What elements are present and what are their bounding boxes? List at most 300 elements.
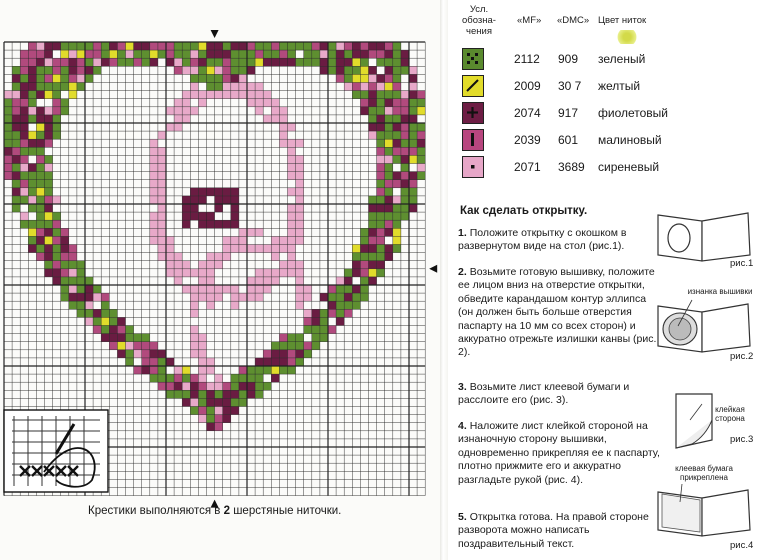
legend-mf-code: 2039 [514,133,541,147]
stitch-cell [20,139,28,147]
stitch-cell [377,58,385,66]
stitch-cell [247,390,255,398]
stitch-cell [53,123,61,131]
stitch-cell [320,66,328,74]
stitch-cell [190,382,198,390]
stitch-cell [4,147,12,155]
legend-row [462,102,722,124]
stitch-cell [255,358,263,366]
stitch-cell [401,66,409,74]
stitch-cell [312,58,320,66]
instructions-title: Как сделать открытку. [460,205,588,217]
stitch-cell [247,66,255,74]
stitch-cell [69,74,77,82]
stitch-cell [360,293,368,301]
stitch-cell [255,277,263,285]
stitch-cell [336,58,344,66]
stitch-cell [36,83,44,91]
legend-head-symbol [458,4,500,37]
stitch-cell [239,374,247,382]
stitch-cell [328,301,336,309]
stitch-cell [255,366,263,374]
stitch-cell [279,115,287,123]
stitch-cell [215,285,223,293]
stitch-cell [101,293,109,301]
stitch-cell [4,91,12,99]
stitch-cell [231,58,239,66]
stitch-cell [393,180,401,188]
stitch-cell [61,50,69,58]
stitch-cell [150,220,158,228]
stitch-cell [247,277,255,285]
stitch-cell [93,326,101,334]
stitch-cell [288,334,296,342]
stitch-cell [271,366,279,374]
stitch-cell [158,147,166,155]
stitch-cell [77,261,85,269]
stitch-cell [255,58,263,66]
stitch-cell [28,139,36,147]
stitch-cell [36,139,44,147]
legend-mf-code: 2071 [514,160,541,174]
stitch-cell [279,350,287,358]
stitch-cell [360,66,368,74]
stitch-cell [223,236,231,244]
stitch-cell [53,91,61,99]
stitch-cell [158,155,166,163]
stitch-cell [409,74,417,82]
stitch-cell [231,220,239,228]
stitch-cell [296,269,304,277]
stitch-cell [36,42,44,50]
stitch-cell [417,139,425,147]
stitch-cell [134,342,142,350]
stitch-cell [117,326,125,334]
stitch-cell [328,50,336,58]
stitch-cell [296,204,304,212]
stitch-cell [255,42,263,50]
stitch-cell [101,50,109,58]
stitch-cell [279,50,287,58]
stitch-cell [231,196,239,204]
legend-head-symbol-line: чения [466,26,492,37]
stitch-cell [117,58,125,66]
stitch-cell [142,334,150,342]
stitch-cell [12,139,20,147]
stitch-cell [239,236,247,244]
stitch-cell [360,228,368,236]
stitch-cell [271,253,279,261]
stitch-cell [117,317,125,325]
stitch-cell [239,91,247,99]
stitch-cell [190,334,198,342]
stitch-cell [158,196,166,204]
stitch-cell [215,42,223,50]
stitch-cell [320,58,328,66]
stitch-cell [247,42,255,50]
stitch-cell [77,83,85,91]
stitch-cell [182,220,190,228]
stitch-cell [247,228,255,236]
stitch-cell [207,407,215,415]
stitch-cell [101,317,109,325]
stitch-cell [401,180,409,188]
stitch-cell [369,42,377,50]
stitch-cell [288,366,296,374]
stitch-cell [126,326,134,334]
stitch-cell [182,58,190,66]
stitch-cell [158,358,166,366]
stitch-cell [231,382,239,390]
stitch-cell [320,42,328,50]
stitch-cell [4,131,12,139]
stitch-cell [304,350,312,358]
stitch-cell [215,50,223,58]
stitch-cell [53,66,61,74]
stitch-cell [126,334,134,342]
stitch-cell [150,228,158,236]
stitch-cell [385,131,393,139]
stitch-cell [247,99,255,107]
stitch-cell [207,269,215,277]
stitch-cell [377,228,385,236]
stitch-cell [142,366,150,374]
stitch-cell [28,42,36,50]
stitch-cell [239,293,247,301]
stitch-cell [377,236,385,244]
stitch-cell [190,407,198,415]
stitch-cell [93,293,101,301]
stitch-cell [36,155,44,163]
stitch-cell [312,342,320,350]
stitch-cell [36,220,44,228]
stitch-cell [85,58,93,66]
stitch-cell [304,293,312,301]
stitch-cell [247,285,255,293]
stitch-cell [12,91,20,99]
stitch-cell [150,147,158,155]
stitch-cell [352,253,360,261]
stitch-cell [393,123,401,131]
stitch-cell [393,131,401,139]
stitch-cell [77,50,85,58]
stitch-cell [336,42,344,50]
stitch-cell [166,261,174,269]
stitch-cell [344,74,352,82]
stitch-cell [385,164,393,172]
stitch-cell [247,245,255,253]
stitch-cell [393,212,401,220]
stitch-cell [215,83,223,91]
stitch-cell [377,269,385,277]
stitch-cell [223,285,231,293]
stitch-cell [231,236,239,244]
stitch-cell [134,350,142,358]
stitch-cell [198,188,206,196]
stitch-cell [36,115,44,123]
stitch-cell [385,188,393,196]
stitch-cell [126,350,134,358]
stitch-cell [61,228,69,236]
stitch-cell [207,74,215,82]
stitch-cell [288,261,296,269]
stitch-cell [158,245,166,253]
stitch-cell [385,147,393,155]
stitch-cell [279,334,287,342]
stitch-cell [174,277,182,285]
stitch-cell [174,269,182,277]
stitch-cell [271,269,279,277]
stitch-cell [377,42,385,50]
stitch-cell [377,83,385,91]
stitch-cell [385,83,393,91]
stitch-cell [393,245,401,253]
stitch-cell [360,277,368,285]
stitch-cell [126,58,134,66]
stitch-cell [409,123,417,131]
stitch-cell [401,123,409,131]
stitch-cell [288,164,296,172]
stitch-cell [45,164,53,172]
legend-head-symbol-line: обозна- [462,15,496,26]
stitch-cell [53,269,61,277]
stitch-cell [393,155,401,163]
stitch-cell [417,155,425,163]
legend-dmc-code: 3689 [558,160,585,174]
stitch-cell [182,91,190,99]
stitch-cell [231,374,239,382]
stitch-cell [93,58,101,66]
stitch-cell [255,50,263,58]
legend-mf-code: 2074 [514,106,541,120]
stitch-cell [53,74,61,82]
stitch-cell [401,50,409,58]
stitch-cell [385,155,393,163]
stitch-cell [158,180,166,188]
stitch-cell [20,196,28,204]
stitch-cell [393,42,401,50]
stitch-cell [28,99,36,107]
stitch-cell [77,74,85,82]
stitch-cell [385,204,393,212]
stitch-cell [28,50,36,58]
stitch-cell [263,285,271,293]
stitch-cell [255,107,263,115]
stitch-cell [352,269,360,277]
stitch-cell [336,309,344,317]
stitch-cell [385,42,393,50]
stitch-cell [207,293,215,301]
stitch-cell [158,131,166,139]
stitch-cell [223,83,231,91]
stitch-cell [393,58,401,66]
stitch-cell [101,326,109,334]
stitch-cell [53,42,61,50]
legend-swatch [462,156,484,178]
stitch-cell [401,204,409,212]
stitch-cell [288,245,296,253]
stitch-cell [296,301,304,309]
stitch-cell [150,139,158,147]
step-text: Наложите лист клейкой стороной на изнаночную сторону вышивки, одновременно прикрепляя ее к паспарту, плотно прижмите его и аккуратно разгладьте рукой (рис. 4). [458,420,660,486]
stitch-cell [174,261,182,269]
stitch-cell [174,107,182,115]
stitch-cell [61,277,69,285]
stitch-cell [36,245,44,253]
stitch-cell [45,245,53,253]
stitch-cell [385,253,393,261]
stitch-cell [198,50,206,58]
stitch-cell [28,131,36,139]
legend-swatch [462,102,484,124]
stitch-cell [93,50,101,58]
stitch-cell [61,293,69,301]
stitch-cell [198,350,206,358]
stitch-cell [401,58,409,66]
stitch-cell [231,83,239,91]
stitch-cell [182,99,190,107]
stitch-cell [207,390,215,398]
stitch-cell [296,180,304,188]
legend-row [462,48,722,70]
stitch-cell [166,58,174,66]
stitch-cell [377,50,385,58]
legend-mf-code: 2112 [514,52,540,66]
stitch-cell [320,50,328,58]
stitch-cell [352,42,360,50]
stitch-cell [61,269,69,277]
stitch-cell [409,196,417,204]
stitch-cell [344,309,352,317]
stitch-cell [279,42,287,50]
stitch-cell [369,83,377,91]
stitch-cell [352,74,360,82]
stitch-cell [53,261,61,269]
stitch-cell [336,301,344,309]
stitch-cell [377,147,385,155]
stitch-cell [393,220,401,228]
instruction-step [458,227,660,254]
stitch-cell [296,261,304,269]
stitch-cell [344,58,352,66]
stitch-cell [385,58,393,66]
stitch-cell [336,317,344,325]
stitch-cell [182,66,190,74]
stitch-cell [4,139,12,147]
center-arrow-top-icon [211,30,219,38]
stitch-cell [393,83,401,91]
stitch-cell [304,326,312,334]
stitch-cell [352,293,360,301]
stitch-cell [328,293,336,301]
stitch-cell [36,212,44,220]
stitch-cell [182,366,190,374]
stitch-cell [223,42,231,50]
stitch-cell [190,212,198,220]
stitch-cell [182,285,190,293]
stitch-cell [69,91,77,99]
stitch-cell [85,293,93,301]
stitch-cell [69,83,77,91]
stitch-cell [12,147,20,155]
stitch-cell [207,285,215,293]
stitch-cell [263,91,271,99]
stitch-cell [385,245,393,253]
stitch-cell [12,99,20,107]
stitch-cell [69,301,77,309]
legend-color-name: сиреневый [598,160,660,174]
stitch-cell [61,99,69,107]
stitch-cell [223,398,231,406]
stitch-cell [393,236,401,244]
stitch-cell [109,42,117,50]
stitch-cell [36,66,44,74]
stitch-cell [77,301,85,309]
stitch-cell [4,99,12,107]
stitch-cell [255,91,263,99]
stitch-cell [28,172,36,180]
stitch-cell [150,58,158,66]
stitch-cell [207,261,215,269]
stitch-cell [369,99,377,107]
stitch-cell [296,228,304,236]
stitch-cell [20,220,28,228]
stitch-cell [207,66,215,74]
stitch-cell [223,58,231,66]
stitch-cell [288,212,296,220]
stitch-cell [263,99,271,107]
stitch-cell [304,317,312,325]
stitch-cell [4,115,12,123]
stitch-cell [279,358,287,366]
stitch-cell [61,42,69,50]
stitch-cell [45,212,53,220]
stitch-cell [36,180,44,188]
stitch-cell [401,155,409,163]
step-text: Открытка готова. На правой стороне разворота можно написать поздравительный текст. [458,511,649,550]
stitch-cell [158,374,166,382]
stitch-cell [198,220,206,228]
stitch-cell [255,293,263,301]
stitch-cell [28,66,36,74]
stitch-cell [344,269,352,277]
stitch-cell [20,147,28,155]
stitch-cell [117,42,125,50]
stitch-cell [20,131,28,139]
stitch-cell [393,115,401,123]
stitch-cell [247,50,255,58]
stitch-cell [126,342,134,350]
stitch-cell [20,74,28,82]
stitch-cell [207,50,215,58]
stitch-cell [28,74,36,82]
stitch-cell [69,269,77,277]
stitch-cell [190,204,198,212]
stitch-cell [69,285,77,293]
stitch-cell [158,164,166,172]
center-arrow-right-icon [429,265,437,273]
stitch-cell [12,131,20,139]
fig4-label: рис.4 [730,540,754,551]
stitch-cell [263,277,271,285]
stitch-cell [101,334,109,342]
stitch-cell [36,164,44,172]
stitch-cell [255,228,263,236]
stitch-cell [409,99,417,107]
stitch-cell [45,83,53,91]
fig2-label: рис.2 [730,351,754,362]
stitch-cell [320,309,328,317]
